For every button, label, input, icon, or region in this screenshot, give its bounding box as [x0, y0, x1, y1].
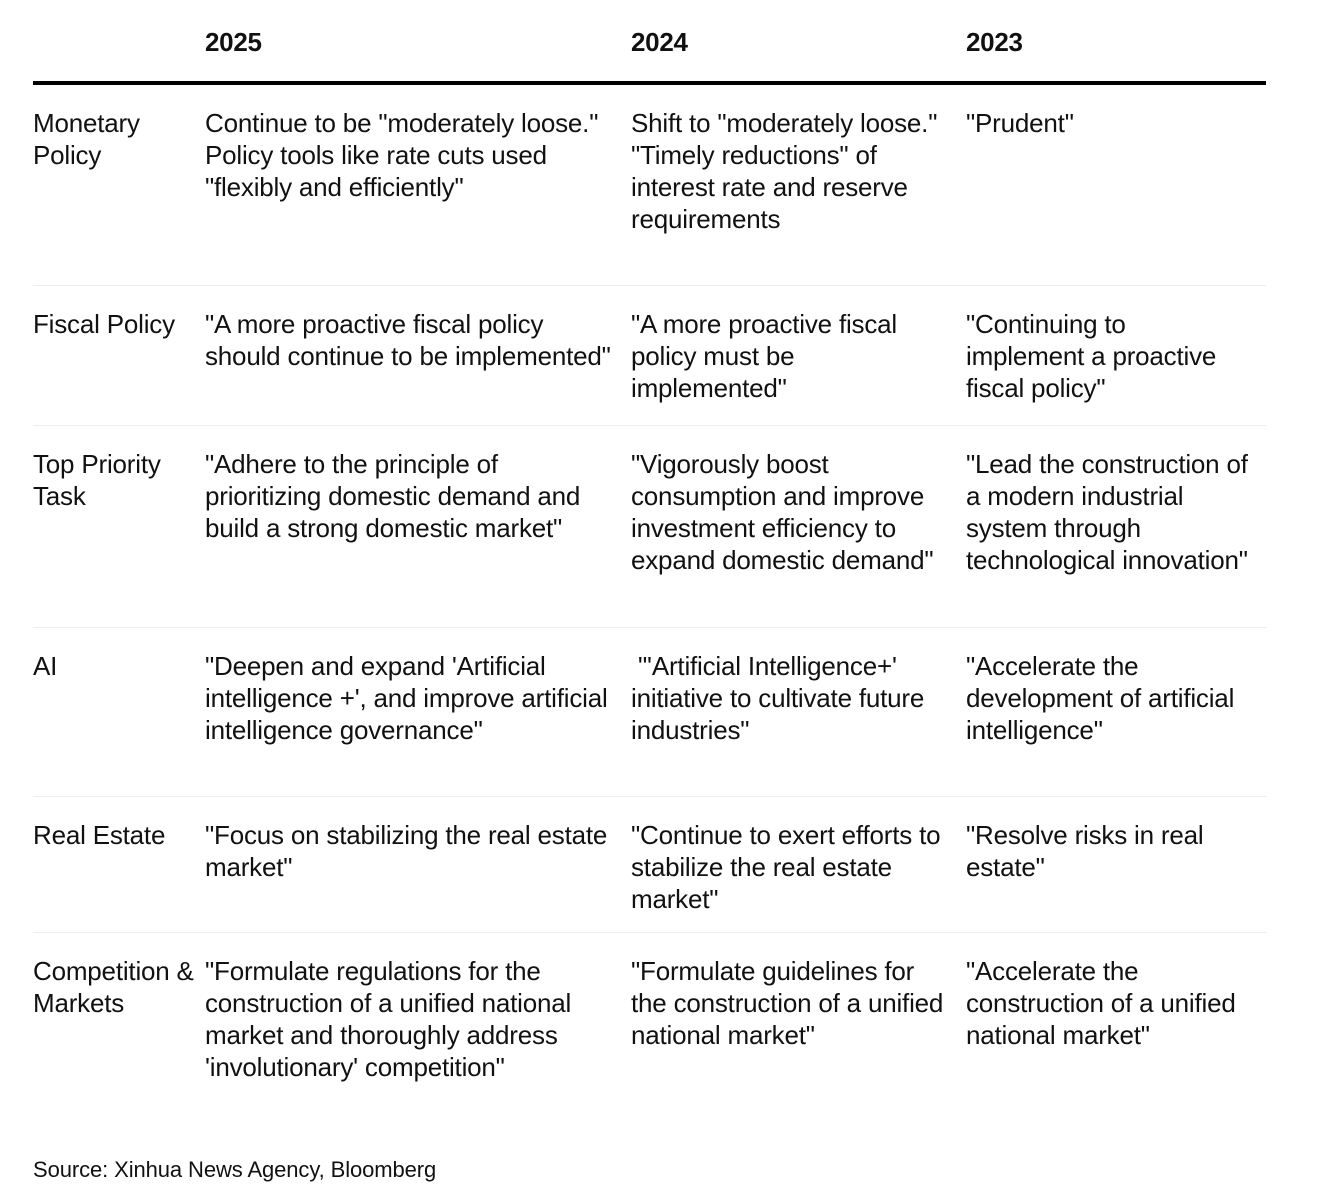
row-label: Real Estate: [33, 820, 166, 850]
year-header-2024: 2024: [631, 27, 688, 57]
cell-2024: "A more proactive fiscal policy must be implemented": [631, 309, 905, 403]
table-row-ai: [33, 628, 1266, 797]
table-row-fiscal-policy: [33, 286, 1266, 426]
row-label: Top Priority Task: [33, 449, 168, 511]
table-header-row: [33, 0, 1266, 85]
cell-2025: "Adhere to the principle of prioritizing domestic demand and build a strong domestic market": [205, 449, 588, 543]
cell-2023: "Accelerate the construction of a unified national market": [966, 956, 1243, 1050]
row-label: Monetary Policy: [33, 108, 147, 170]
row-label: Competition & Markets: [33, 956, 201, 1018]
row-label: Fiscal Policy: [33, 309, 175, 339]
cell-2024: "'Artificial Intelligence+' initiative to cultivate future industries": [631, 651, 932, 745]
cell-2024: Shift to "moderately loose." "Timely reductions" of interest rate and reserve requirements: [631, 108, 945, 234]
table-row-competition-markets: [33, 933, 1266, 1119]
cell-2024: "Formulate guidelines for the construction of a unified national market": [631, 956, 951, 1050]
source-attribution: Source: Xinhua News Agency, Bloomberg: [33, 1157, 437, 1182]
cell-2024: "Vigorously boost consumption and improve investment efficiency to expand domestic demand": [631, 449, 934, 575]
cell-2025: Continue to be "moderately loose." Policy tools like rate cuts used "flexibly and efficiently": [205, 108, 606, 202]
policy-comparison-table: [33, 0, 1266, 1119]
cell-2025: "A more proactive fiscal policy should continue to be implemented": [205, 309, 611, 371]
cell-2023: "Prudent": [966, 108, 1074, 138]
year-header-2025: 2025: [205, 27, 262, 57]
cell-2025: "Focus on stabilizing the real estate market": [205, 820, 615, 882]
cell-2023: "Resolve risks in real estate": [966, 820, 1211, 882]
table-row-monetary-policy: [33, 85, 1266, 286]
table-corner-spacer: [33, 26, 205, 81]
table-row-top-priority-task: [33, 426, 1266, 628]
cell-2023: "Accelerate the development of artificial intelligence": [966, 651, 1242, 745]
cell-2024: "Continue to exert efforts to stabilize the real estate market": [631, 820, 948, 914]
cell-2023: "Lead the construction of a modern industrial system through technological innovation": [966, 449, 1255, 575]
cell-2023: "Continuing to implement a proactive fiscal policy": [966, 309, 1224, 403]
year-header-2023: 2023: [966, 27, 1023, 57]
cell-2025: "Deepen and expand 'Artificial intelligence +', and improve artificial intelligence governance": [205, 651, 615, 745]
row-label: AI: [33, 651, 58, 681]
table-row-real-estate: [33, 797, 1266, 933]
cell-2025: "Formulate regulations for the construction of a unified national market and thoroughly address 'involutionary' competition": [205, 956, 579, 1082]
